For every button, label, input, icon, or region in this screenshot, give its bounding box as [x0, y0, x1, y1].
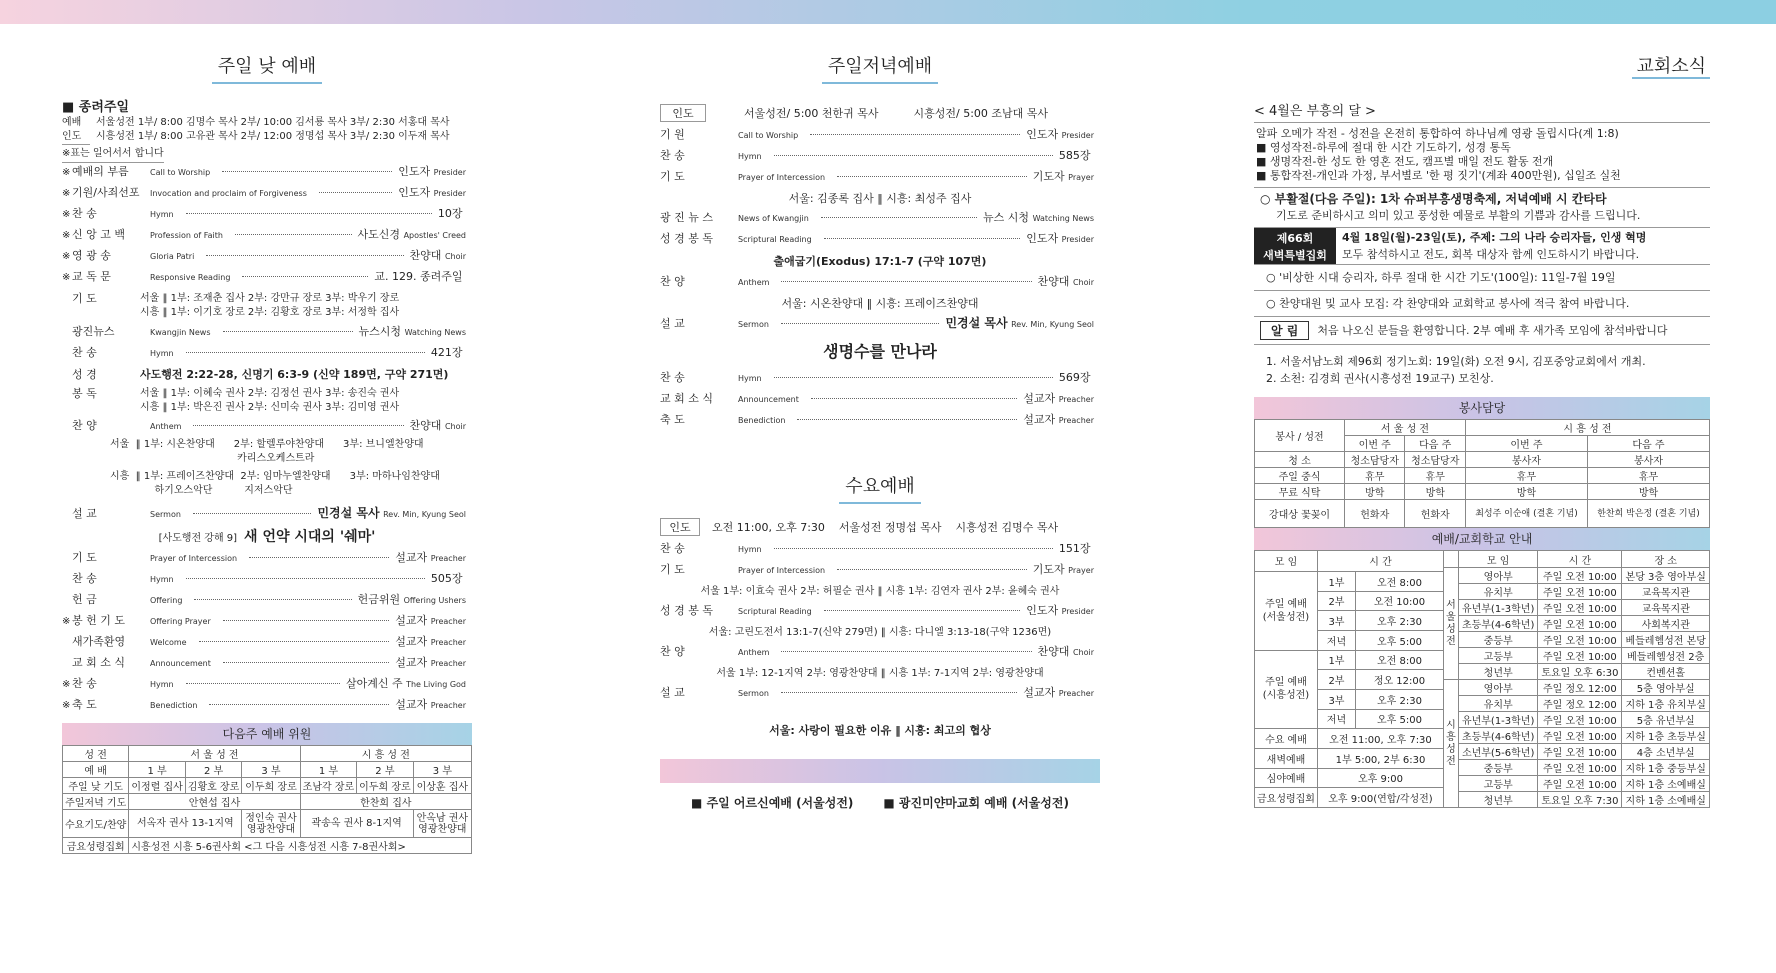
worship-school-guide-title: 예배/교회학교 안내: [1254, 528, 1710, 550]
table-cell: 2부: [1317, 670, 1355, 690]
next-week-committee-table: [62, 745, 472, 854]
table-cell: 봉사 / 성전: [1255, 420, 1345, 452]
evening-anthem-row: 찬 양 Anthem 찬양대 Choir: [660, 275, 1094, 288]
table-cell: 주일 오전 10:00: [1538, 600, 1622, 616]
table-cell: 주일 오전 10:00: [1538, 568, 1622, 584]
table-cell: 예 배: [63, 762, 129, 778]
table-cell: 최성주 이순애 (결혼 기념): [1465, 500, 1587, 528]
wednesday-leader-row: 인도 오전 11:00, 오후 7:30 서울성전 정명섭 목사 시흥성전 김명수 목사: [660, 518, 1100, 540]
table-cell: 중등부: [1459, 760, 1538, 776]
wednesday-scripture: 서울: 고린도전서 13:1-7(신약 279면) ‖ 시흥: 다니엘 3:13-18(구약 1236면): [708, 627, 1052, 638]
order-item: 광 진 뉴 스 News of Kwangjin 뉴스 시청 Watching News: [660, 211, 1094, 224]
palm-sunday-label: ■ 종려주일: [62, 100, 130, 115]
special-services: [660, 783, 1100, 823]
table-cell: 오후 9:00(연합/각성전): [1317, 788, 1443, 808]
table-cell: 청소담당자: [1345, 452, 1405, 468]
table-cell: 유치부: [1459, 584, 1538, 600]
choir-list: 서울 ‖ 1부: 시온찬양대 2부: 할렐루야찬양대 3부: 브니엘찬양대 카리스오케스트라 시흥 ‖ 1부: 프레이즈찬양대 2부: 임마누엘찬양대 3부: 마하나임찬양대 하기오스악단 지저스악단: [110, 439, 440, 496]
table-cell: 헌화자: [1405, 500, 1465, 528]
table-cell: 사회복지관: [1622, 616, 1710, 632]
april-theme: < 4월은 부흥의 달 >: [1254, 104, 1376, 119]
table-cell: 봉사자: [1465, 452, 1587, 468]
table-cell: 시 간: [1538, 551, 1622, 568]
table-cell: 모 임: [1459, 551, 1538, 568]
table-cell: 지하 1층 소예배실: [1622, 792, 1710, 808]
order-item: 교 회 소 식 Announcement 설교자 Preacher: [660, 392, 1094, 405]
table-cell: 금요성령집회: [63, 838, 129, 854]
table-cell: 이두희 장로: [242, 778, 300, 794]
order-item: 교 회 소 식 Announcement 설교자 Preacher: [72, 656, 466, 669]
table-cell: 주일 예배 (시흥성전): [1255, 650, 1318, 729]
table-cell: 서 울 성 전: [1345, 420, 1466, 436]
order-item: ※ 축 도 Benediction 설교자 Preacher: [62, 698, 466, 711]
table-cell: 서 울 성 전: [129, 746, 300, 762]
order-item: 축 도 Benediction 설교자 Preacher: [660, 413, 1094, 426]
table-cell: 휴무: [1405, 468, 1465, 484]
table-cell: 모 임: [1255, 551, 1318, 572]
leaders-block: [62, 116, 472, 145]
table-cell: 1부: [1317, 650, 1355, 670]
table-cell: 수요기도/찬양: [63, 810, 129, 838]
dawn-meeting-tag: 제66회 새벽특별집회: [1254, 228, 1336, 264]
order-item: ※ 기원/사죄선포 Invocation and proclaim of Forgiveness 인도자 Presider: [62, 186, 466, 199]
news-list: 1. 서울서남노회 제96회 정기노회: 19일(화) 오전 9시, 김포중앙교회에서 개최. 2. 소천: 김경희 권사(시흥성전 19교구) 모친상.: [1266, 355, 1646, 385]
order-item: 찬 송 Hymn 569장: [660, 371, 1091, 384]
alarm-row: 알 림 처음 나오신 분들을 환영합니다. 2부 예배 후 새가족 모임에 참석바랍니다: [1254, 317, 1710, 345]
table-cell: 지하 1층 중등부실: [1622, 760, 1710, 776]
table-cell: 주일 오전 10:00: [1538, 776, 1622, 792]
wednesday-order-2: [660, 602, 1100, 623]
table-cell: 한찬희 집사: [300, 794, 471, 810]
table-cell: 안현섭 집사: [129, 794, 300, 810]
table-cell: 5층 영아부실: [1622, 680, 1710, 696]
wednesday-choir: 서울 1부: 12-1지역 2부: 영광찬양대 ‖ 시흥 1부: 7-1지역 2부: 영광찬양대: [716, 668, 1044, 679]
table-cell: 헌화자: [1345, 500, 1405, 528]
table-cell: 다음 주: [1405, 436, 1465, 452]
order-of-worship-1: [62, 163, 472, 289]
table-cell: 3 부: [242, 762, 300, 778]
table-cell: 시 간: [1317, 551, 1443, 572]
church-news-title: 교회소식: [1254, 52, 1710, 82]
order-item: ※ 찬 송 Hymn 살아계신 주 The Living God: [62, 677, 466, 690]
table-cell: 본당 3층 영아부실: [1622, 568, 1710, 584]
table-cell: 지하 1층 소예배실: [1622, 776, 1710, 792]
table-cell: 2 부: [185, 762, 241, 778]
next-week-committee-title: 다음주 예배 위원: [62, 723, 472, 745]
table-cell: 컨벤션홀: [1622, 664, 1710, 680]
table-cell: 이두희 장로: [357, 778, 413, 794]
table-cell: 다음 주: [1587, 436, 1709, 452]
table-cell: 오전 8:00: [1355, 571, 1443, 591]
leader-seoul: 서울성전 1부/ 8:00 김명수 목사 2부/ 10:00 김서룡 목사 3부/ 2:30 서홍대 목사: [96, 117, 450, 128]
table-cell: 주일 예배 (서울성전): [1255, 571, 1318, 650]
sermon-title-row: [사도행전 강해 9] 새 언약 시대의 '쉐마': [158, 529, 376, 545]
order-item: ※ 봉 헌 기 도 Offering Prayer 설교자 Preacher: [62, 614, 466, 627]
anthem-row: 찬 양 Anthem 찬양대 Choir: [72, 419, 466, 432]
table-cell: 오전 8:00: [1355, 650, 1443, 670]
evening-choir: 서울: 시온찬양대 ‖ 시흥: 프레이즈찬양대: [781, 297, 979, 310]
table-cell: 시 흥 성 전: [300, 746, 471, 762]
order-of-worship-2: [62, 323, 472, 365]
table-cell: 주일 오전 10:00: [1538, 584, 1622, 600]
table-cell: 중등부: [1459, 632, 1538, 648]
reading-row: 봉 독 서울 ‖ 1부: 이혜숙 권사 2부: 김정선 권사 3부: 송진숙 권사 시흥 ‖ 1부: 박은진 권사 2부: 신미숙 권사 3부: 김미영 권사: [72, 387, 400, 413]
table-cell: 조남각 장로: [300, 778, 356, 794]
worship-time-table: [1254, 550, 1444, 808]
evening-scripture: 출애굽기(Exodus) 17:1-7 (구약 107면): [773, 255, 987, 268]
order-item: 찬 송 Hymn 421장: [72, 346, 463, 359]
table-cell: 영아부: [1459, 680, 1538, 696]
sermon-title: 새 언약 시대의 '쉐마': [244, 529, 376, 545]
table-cell: 주일 오전 10:00: [1538, 728, 1622, 744]
dawn-meeting: 제66회 새벽특별집회 4월 18일(월)-23일(토), 주제: 그의 나라 승리자들, 인생 혁명 모두 참석하시고 전도, 회복 대상자 함께 인도하시기 바랍니다.: [1254, 227, 1710, 265]
wednesday-worship-title: 수요예배: [660, 472, 1100, 502]
table-cell: 청년부: [1459, 664, 1538, 680]
table-cell: 지하 1층 유치부실: [1622, 696, 1710, 712]
scripture-row: 성 경 사도행전 2:22-28, 신명기 6:3-9 (신약 189면, 구약 271면): [72, 368, 449, 381]
prayer-row: 기 도 서울 ‖ 1부: 조재춘 집사 2부: 강만규 장로 3부: 박우기 장로 시흥 ‖ 1부: 이기호 장로 2부: 김황호 장로 3부: 서정학 집사: [72, 292, 400, 318]
table-cell: 초등부(4-6학년): [1459, 728, 1538, 744]
table-cell: 1부 5:00, 2부 6:30: [1317, 748, 1443, 768]
table-cell: 금요성령집회: [1255, 788, 1318, 808]
order-item: 기 도 Prayer of Intercession 설교자 Preacher: [72, 551, 466, 564]
table-cell: 정오 12:00: [1355, 670, 1443, 690]
order-item: 성 경 봉 독 Scriptural Reading 인도자 Presider: [660, 232, 1094, 245]
table-cell: 고등부: [1459, 776, 1538, 792]
order-item: ※ 영 광 송 Gloria Patri 찬양대 Choir: [62, 249, 466, 262]
table-cell: 초등부(4-6학년): [1459, 616, 1538, 632]
worship-school-guide: [1254, 550, 1710, 808]
table-cell: 정인숙 권사 영광찬양대: [242, 810, 300, 838]
table-cell: 베들레헴성전 2층: [1622, 648, 1710, 664]
table-cell: 유치부: [1459, 696, 1538, 712]
sunday-worship-title: 주일 낮 예배: [62, 52, 472, 82]
table-cell: 이번 주: [1465, 436, 1587, 452]
table-cell: 주일 오전 10:00: [1538, 760, 1622, 776]
alarm-tag: 알 림: [1260, 321, 1309, 340]
evening-sermon-row: 설 교 Sermon 민경설 목사 Rev. Min, Kyung Seol: [660, 316, 1094, 330]
table-cell: 휴무: [1465, 468, 1587, 484]
table-cell: 휴무: [1587, 468, 1709, 484]
table-cell: 주일 오전 10:00: [1538, 616, 1622, 632]
table-cell: 봉사자: [1587, 452, 1709, 468]
order-item: 광진뉴스 Kwangjin News 뉴스시청 Watching News: [72, 325, 466, 338]
table-cell: 저녁: [1317, 709, 1355, 729]
table-cell: 3부: [1317, 689, 1355, 709]
table-cell: 베들레헴성전 본당: [1622, 632, 1710, 648]
service-duty-table: [1254, 419, 1710, 528]
prayer-campaign: ○ '비상한 시대 승리자, 하루 절대 한 시간 기도'(100일): 11일-7월 19일: [1254, 265, 1710, 291]
evening-worship-column: [660, 24, 1100, 823]
evening-sermon-title: 생명수를 만나라: [823, 342, 937, 361]
order-item: ※ 신 앙 고 백 Profession of Faith 사도신경 Apostles' Creed: [62, 228, 466, 241]
table-cell: 주일 오전 10:00: [1538, 744, 1622, 760]
table-cell: 주일 중식: [1255, 468, 1345, 484]
wednesday-order-1: [660, 540, 1100, 582]
table-cell: 오후 9:00: [1317, 768, 1443, 788]
order-item: 기 도 Prayer of Intercession 기도자 Prayer: [660, 563, 1094, 576]
table-cell: 이정렬 집사: [129, 778, 185, 794]
table-cell: 청소담당자: [1405, 452, 1465, 468]
table-cell: 토요일 오후 6:30: [1538, 664, 1622, 680]
order-item: 기 도 Prayer of Intercession 기도자 Prayer: [660, 170, 1094, 183]
order-item: 기 원 Call to Worship 인도자 Presider: [660, 128, 1094, 141]
table-cell: 방학: [1405, 484, 1465, 500]
mid-gradient-bar: [660, 759, 1100, 783]
sunday-worship-column: [62, 24, 472, 854]
evening-worship-title: 주일저녁예배: [660, 52, 1100, 82]
table-cell: 오후 5:00: [1355, 709, 1443, 729]
table-cell: 4층 소년부실: [1622, 744, 1710, 760]
table-cell: 3부: [1317, 611, 1355, 631]
table-cell: 지하 1층 초등부실: [1622, 728, 1710, 744]
table-cell: 오전 10:00: [1355, 591, 1443, 611]
table-cell: 저녁: [1317, 630, 1355, 650]
table-cell: 주일 오전 10:00: [1538, 632, 1622, 648]
recruit-notice: ○ 찬양대원 및 교사 모집: 각 찬양대와 교회학교 봉사에 적극 참여 바랍니다.: [1254, 291, 1710, 317]
evening-order-3: [660, 369, 1100, 432]
table-cell: 곽송옥 권사 8-1지역: [300, 810, 413, 838]
order-item: 찬 송 Hymn 585장: [660, 149, 1091, 162]
church-news-column: [1254, 24, 1710, 808]
table-cell: 1 부: [129, 762, 185, 778]
alpha-omega-box: 알파 오메가 작전 - 성전을 온전히 통합하여 하나님께 영광 돌립시다(계 1:8) ■ 영성작전-하루에 절대 한 시간 기도하기, 성경 통독 ■ 생명작전-한 성도 한 영혼 전도, 캠프별 매일 전도 활동 전개 ■ 통합작전-개인과 가정, 부서별로 '한 평 짓기'(계좌 400만원), 십일조 실천: [1254, 122, 1710, 187]
wednesday-prayer: 서울 1부: 이효숙 권사 2부: 허필순 권사 ‖ 시흥 1부: 김연자 권사 2부: 윤혜숙 권사: [700, 586, 1060, 597]
school-time-table: [1458, 550, 1710, 808]
table-cell: 오전 11:00, 오후 7:30: [1317, 729, 1443, 749]
order-item: ※ 교 독 문 Responsive Reading 교. 129. 종려주일: [62, 270, 463, 283]
table-cell: 이상훈 집사: [413, 778, 471, 794]
table-cell: 오후 2:30: [1355, 611, 1443, 631]
evening-order-1: [660, 126, 1100, 189]
table-cell: 2부: [1317, 591, 1355, 611]
stand-note: ※표는 일어서서 합니다: [62, 145, 164, 163]
table-cell: 청년부: [1459, 792, 1538, 808]
table-cell: 수요 예배: [1255, 729, 1318, 749]
table-cell: 주일 정오 12:00: [1538, 696, 1622, 712]
table-cell: 주일 오전 10:00: [1538, 648, 1622, 664]
table-cell: 성 전: [63, 746, 129, 762]
table-cell: 주일 낮 기도: [63, 778, 129, 794]
table-cell: 김황호 장로: [185, 778, 241, 794]
order-item: 새가족환영 Welcome 설교자 Preacher: [72, 635, 466, 648]
myanmar-service: ■ 광진미얀마교회 예배 (서울성전): [883, 796, 1069, 810]
table-cell: 오후 2:30: [1355, 689, 1443, 709]
table-cell: 방학: [1465, 484, 1587, 500]
table-cell: 새벽예배: [1255, 748, 1318, 768]
sermon-row: 설 교 Sermon 민경설 목사 Rev. Min, Kyung Seol: [72, 506, 466, 520]
leaders-key: 예배 인도: [62, 116, 90, 145]
table-cell: 2 부: [357, 762, 413, 778]
table-cell: 방학: [1345, 484, 1405, 500]
table-cell: 유년부(1-3학년): [1459, 712, 1538, 728]
wednesday-anthem-row: 찬 양 Anthem 찬양대 Choir: [660, 645, 1094, 658]
table-cell: 장 소: [1622, 551, 1710, 568]
table-cell: 심야예배: [1255, 768, 1318, 788]
easter-notice: ○ 부활절(다음 주일): 1차 슈퍼부흥생명축제, 저녁예배 시 칸타타 기도로 준비하시고 의미 있고 풍성한 예물로 부활의 기쁨과 감사를 드립니다.: [1254, 187, 1710, 227]
top-gradient-bar: [0, 0, 1776, 24]
evening-order-2: [660, 209, 1100, 251]
table-cell: 1부: [1317, 571, 1355, 591]
table-cell: 영아부: [1459, 568, 1538, 584]
order-item: 성 경 봉 독 Scriptural Reading 인도자 Presider: [660, 604, 1094, 617]
order-of-worship-3: [62, 549, 472, 717]
evening-leader-row: 인도 서울성전/ 5:00 천한귀 목사 시흥성전/ 5:00 조남대 목사: [660, 104, 1100, 126]
table-cell: 유년부(1-3학년): [1459, 600, 1538, 616]
table-cell: 소년부(5-6학년): [1459, 744, 1538, 760]
table-cell: 주일 정오 12:00: [1538, 680, 1622, 696]
campus-labels: 서울성전 시흥성전: [1444, 550, 1458, 808]
table-cell: 1 부: [300, 762, 356, 778]
table-cell: 한찬희 박은정 (결혼 기념): [1587, 500, 1709, 528]
table-cell: 시 흥 성 전: [1465, 420, 1709, 436]
table-cell: 3 부: [413, 762, 471, 778]
table-cell: 교육목지관: [1622, 584, 1710, 600]
table-cell: 교육목지관: [1622, 600, 1710, 616]
table-cell: 오후 5:00: [1355, 630, 1443, 650]
table-cell: 안옥남 권사 영광찬양대: [413, 810, 471, 838]
leader-siheung: 시흥성전 1부/ 8:00 고유관 목사 2부/ 12:00 정명섭 목사 3부/ 2:30 이두재 목사: [96, 131, 450, 142]
wednesday-sermon-titles: 서울: 사랑이 필요한 이유 ‖ 시흥: 최고의 협상: [769, 724, 991, 737]
table-cell: 주일저녁 기도: [63, 794, 129, 810]
scripture-text: 사도행전 2:22-28, 신명기 6:3-9 (신약 189면, 구약 271면): [140, 368, 449, 381]
table-cell: 5층 유년부실: [1622, 712, 1710, 728]
senior-service: ■ 주일 어르신예배 (서울성전): [691, 796, 854, 810]
wednesday-sermon-row: 설 교 Sermon 설교자 Preacher: [660, 686, 1094, 699]
evening-prayer: 서울: 김종록 집사 ‖ 시흥: 최성주 집사: [788, 192, 972, 205]
order-item: 찬 송 Hymn 151장: [660, 542, 1091, 555]
table-cell: 청 소: [1255, 452, 1345, 468]
table-cell: 토요일 오후 7:30: [1538, 792, 1622, 808]
table-cell: 강대상 꽃꽂이: [1255, 500, 1345, 528]
table-cell: 휴무: [1345, 468, 1405, 484]
order-item: 찬 송 Hymn 505장: [72, 572, 463, 585]
table-cell: 고등부: [1459, 648, 1538, 664]
table-cell: 이번 주: [1345, 436, 1405, 452]
order-item: ※ 예배의 부름 Call to Worship 인도자 Presider: [62, 165, 466, 178]
order-item: ※ 찬 송 Hymn 10장: [62, 207, 463, 220]
table-cell: 주일 오전 10:00: [1538, 712, 1622, 728]
table-cell: 서옥자 권사 13-1지역: [129, 810, 242, 838]
service-duty-title: 봉사담당: [1254, 397, 1710, 419]
table-cell: 시흥성전 시흥 5-6권사회 <그 다음 시흥성전 시흥 7-8권사회>: [129, 838, 472, 854]
table-cell: 방학: [1587, 484, 1709, 500]
order-item: 헌 금 Offering 헌금위원 Offering Ushers: [72, 593, 466, 606]
table-cell: 무료 식탁: [1255, 484, 1345, 500]
